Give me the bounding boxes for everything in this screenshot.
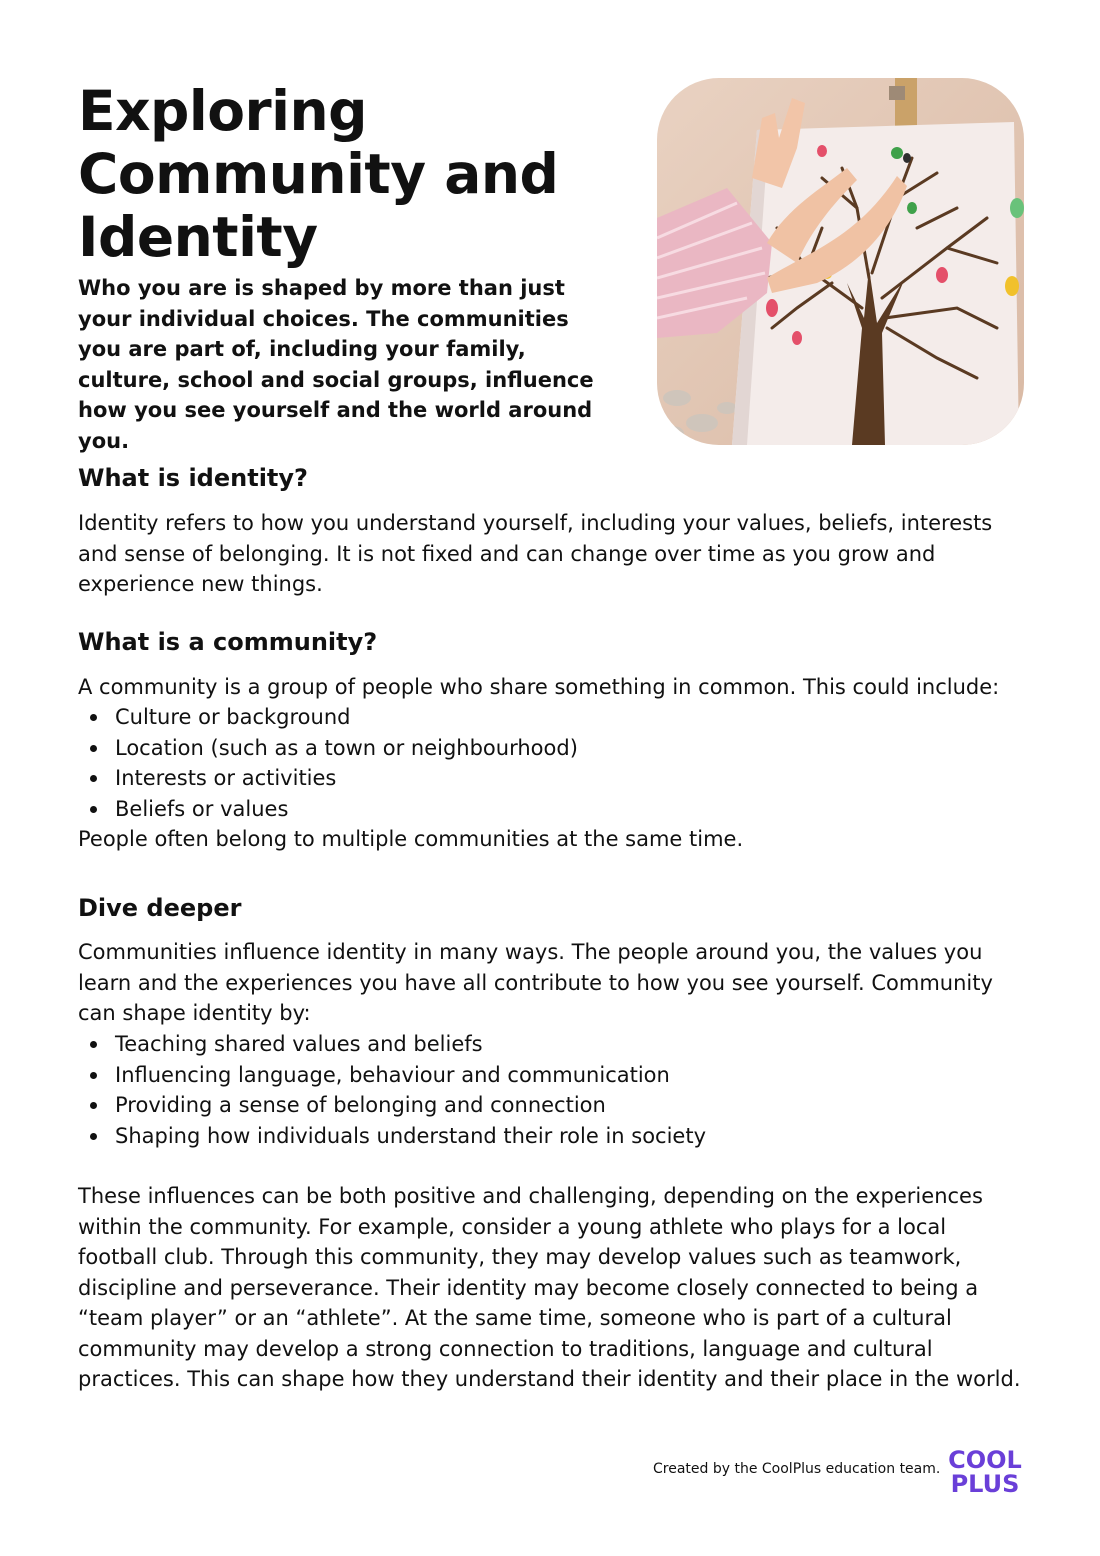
list-item: Providing a sense of belonging and connection xyxy=(78,1090,1028,1121)
page-title: Exploring Community and Identity xyxy=(78,79,559,269)
footer-credit: Created by the CoolPlus education team. xyxy=(653,1461,941,1477)
list-item: Interests or activities xyxy=(78,763,1028,794)
list-item: Shaping how individuals understand their role in society xyxy=(78,1121,1028,1152)
list-item: Culture or background xyxy=(78,702,1028,733)
list-item: Teaching shared values and beliefs xyxy=(78,1029,1028,1060)
deeper-body: These influences can be both positive and challenging, depending on the experiences within the community. For example, consider a young athlete who plays for a local football club. Through this community, they may develop values such as teamwork, discipline and perseverance. Their identity may become closely connected to being a “team player” or an “athlete”. At the same time, someone who is part of a cultural community may develop a strong connection to traditions, language and cultural practices. This can shape how they understand their identity and their place in the world. xyxy=(78,1184,1021,1391)
hero-image xyxy=(657,78,1024,445)
identity-heading: What is identity? xyxy=(78,464,308,492)
svg-text:COOL: COOL xyxy=(948,1446,1022,1474)
list-item: Location (such as a town or neighbourhood) xyxy=(78,733,1028,764)
identity-body: Identity refers to how you understand yourself, including your values, beliefs, interests and sense of belonging. It is not fixed and can change over time as you grow and experience new things. xyxy=(78,511,993,596)
deeper-list xyxy=(78,1029,1028,1151)
fingerprint-tree-painting-illustration xyxy=(657,78,1024,445)
deeper-heading: Dive deeper xyxy=(78,894,242,922)
community-list xyxy=(78,702,1028,824)
community-outro: People often belong to multiple communities at the same time. xyxy=(78,827,744,851)
svg-text:PLUS: PLUS xyxy=(950,1470,1020,1494)
community-intro: A community is a group of people who share something in common. This could include: xyxy=(78,675,1000,699)
coolplus-logo xyxy=(947,1446,1023,1494)
list-item: Influencing language, behaviour and communication xyxy=(78,1060,1028,1091)
deeper-intro: Communities influence identity in many ways. The people around you, the values you learn and the experiences you have all contribute to how you see yourself. Community can shape identity by: xyxy=(78,940,993,1025)
list-item: Beliefs or values xyxy=(78,794,1028,825)
community-heading: What is a community? xyxy=(78,628,378,656)
lead-paragraph: Who you are is shaped by more than just your individual choices. The communities you are part of, including your family, culture, school and social groups, influence how you see yourself and the world around you. xyxy=(78,276,594,453)
